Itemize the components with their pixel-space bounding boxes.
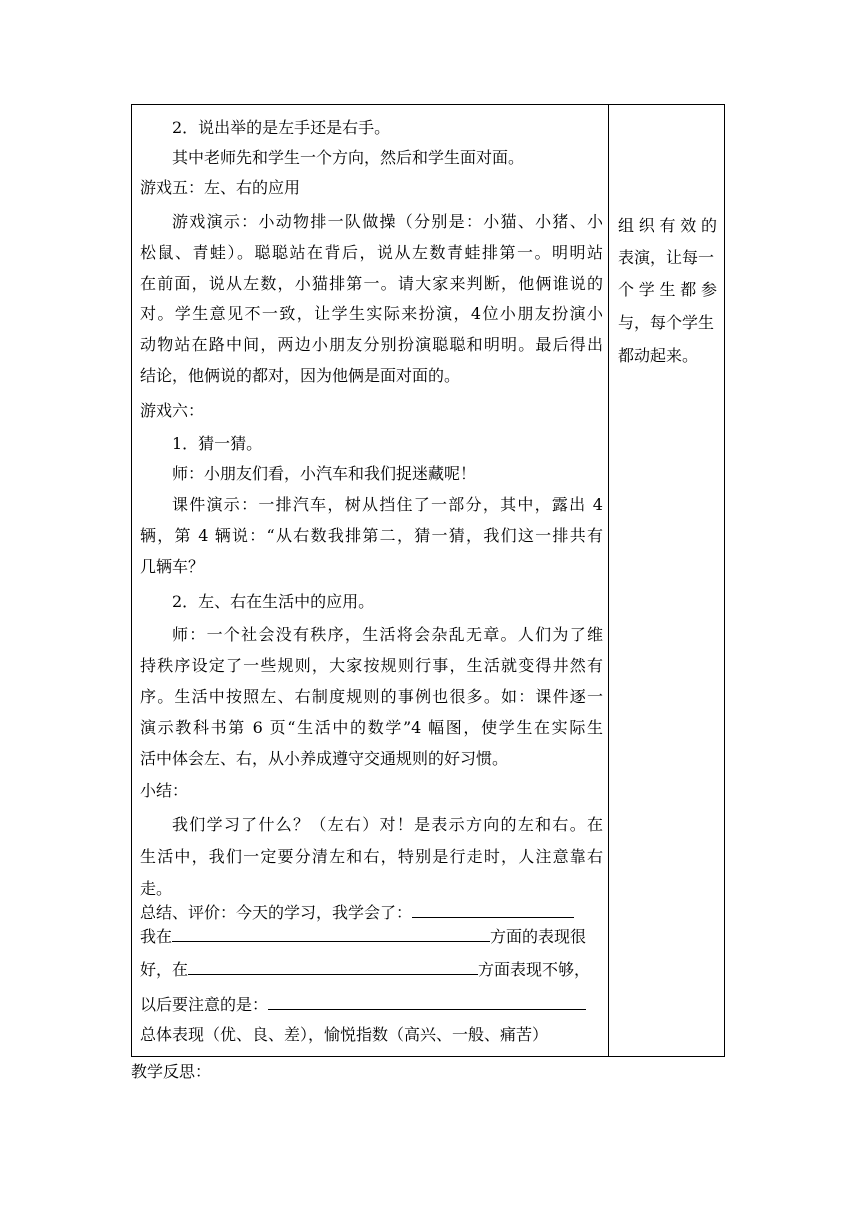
summary-line [140, 958, 590, 981]
summary-label: 以后要注意的是： [140, 995, 269, 1014]
text-line: 2．左、右在生活中的应用。 [172, 592, 375, 611]
column-divider [608, 105, 609, 1056]
learned-blank[interactable] [412, 901, 574, 918]
text-line: 结论，他俩说的都对，因为他俩是面对面的。 [140, 366, 461, 385]
text-line: 在前面，说从左数，小猫排第一。请大家来判断，他俩谁说的 [140, 274, 603, 293]
text-line: 对。学生意见不一致，让学生实际来扮演，4位小朋友扮演小 [140, 304, 603, 323]
text-line: 序。生活中按照左、右制度规则的事例也很多。如：课件逐一 [140, 687, 603, 706]
text-line: 师：一个社会没有秩序，生活将会杂乱无章。人们为了维 [172, 625, 603, 644]
text-line: 1．猜一猜。 [172, 434, 263, 453]
text-line: 其中老师先和学生一个方向，然后和学生面对面。 [172, 148, 525, 167]
summary-label: 好，在 [140, 960, 189, 979]
summary-line [140, 925, 586, 948]
summary-label: 总结、评价：今天的学习，我学会了： [140, 903, 413, 922]
text-line: 师：小朋友们看，小汽车和我们捉迷藏呢！ [172, 464, 477, 483]
text-line: 走。 [140, 879, 173, 898]
side-note-line: 组织有效的 [618, 216, 717, 235]
text-line: 活中体会左、右，从小养成遵守交通规则的好习惯。 [140, 749, 509, 768]
summary-line: 总体表现（优、良、差），愉悦指数（高兴、一般、痛苦） [140, 1025, 549, 1044]
text-line: 2．说出举的是左手还是右手。 [172, 118, 391, 137]
text-line: 生活中，我们一定要分清左和右，特别是行走时，人注意靠右 [140, 847, 603, 866]
lesson-table [131, 104, 725, 1057]
summary-label: 方面的表现很 [490, 927, 587, 946]
text-line: 几辆车？ [140, 557, 205, 576]
text-line: 动物站在路中间，两边小朋友分别扮演聪聪和明明。最后得出 [140, 335, 603, 354]
text-line: 松鼠、青蛙）。聪聪站在背后，说从左数青蛙排第一。明明站 [140, 243, 603, 262]
side-note-line: 都动起来。 [618, 346, 699, 365]
text-line: 课件演示：一排汽车，树从挡住了一部分，其中，露出 4 [172, 495, 603, 514]
summary-line [140, 901, 574, 924]
summary-label: 方面表现不够， [478, 960, 591, 979]
summary-line [140, 993, 586, 1016]
side-note-line: 表演，让每一 [618, 248, 715, 267]
attention-blank[interactable] [268, 993, 586, 1010]
summary-label: 我在 [140, 927, 173, 946]
text-line: 游戏演示：小动物排一队做操（分别是：小猫、小猪、小 [172, 212, 603, 231]
text-line: 演示教科书第 6 页“生活中的数学”4 幅图，使学生在实际生 [140, 718, 603, 737]
good-aspect-blank[interactable] [172, 925, 490, 942]
section-heading: 游戏六： [140, 401, 205, 420]
side-note-line: 与，每个学生 [618, 313, 715, 332]
text-line: 我们学习了什么？（左右）对！是表示方向的左和右。在 [172, 815, 603, 834]
text-line: 辆，第 4 辆说：“从右数我排第二，猜一猜，我们这一排共有 [140, 526, 603, 545]
section-heading: 游戏五：左、右的应用 [140, 178, 301, 197]
section-heading: 小结： [140, 781, 189, 800]
side-note-line: 个学生都参 [618, 280, 717, 299]
teaching-reflection-label: 教学反思： [131, 1062, 212, 1081]
text-line: 持秩序设定了一些规则，大家按规则行事，生活就变得井然有 [140, 656, 603, 675]
weak-aspect-blank[interactable] [188, 958, 478, 975]
